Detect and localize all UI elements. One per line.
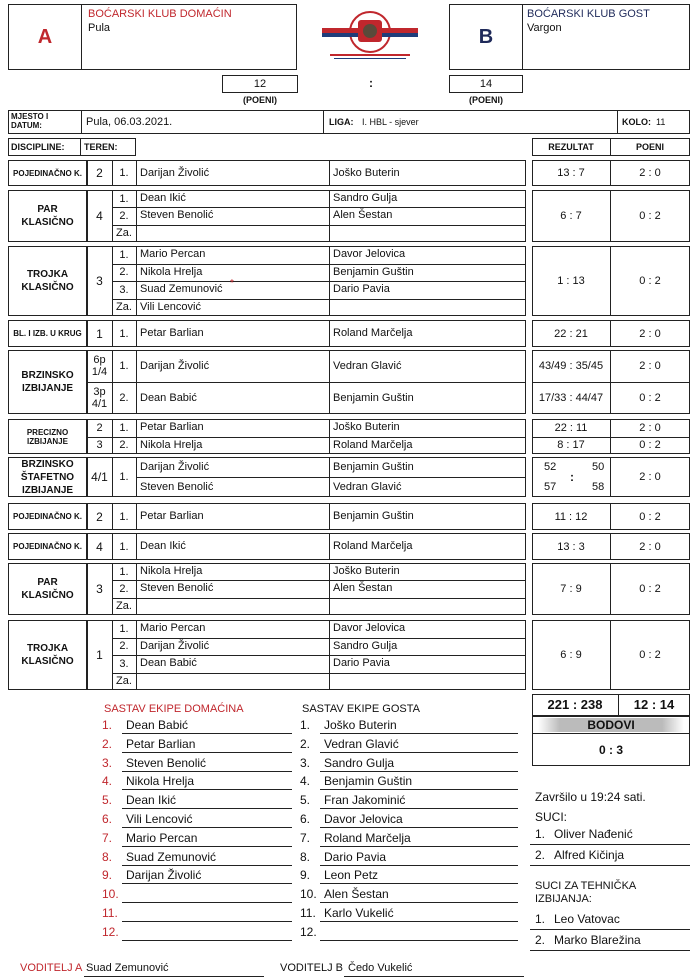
result: 22 : 11 bbox=[554, 421, 588, 434]
home-player: Nikola Hrelja bbox=[140, 565, 203, 577]
underline bbox=[122, 771, 292, 772]
away-player: Roland Marčelja bbox=[333, 438, 413, 451]
grid-line bbox=[112, 225, 526, 226]
points: 2 : 0 bbox=[639, 471, 661, 483]
discipline-count: 1 bbox=[96, 326, 103, 341]
judge-number: 2. bbox=[535, 933, 546, 947]
team-player-name: Darijan Živolić bbox=[126, 868, 202, 883]
team-player-number: 5. bbox=[300, 793, 311, 808]
underline bbox=[530, 950, 690, 951]
underline bbox=[122, 865, 292, 866]
row-number: 1. bbox=[119, 248, 129, 261]
tech-judges-label: SUCI ZA TEHNIČKA IZBIJANJA: bbox=[535, 880, 636, 905]
team-player-name: Fran Jakominić bbox=[324, 793, 406, 808]
home-player: Darijan Živolić bbox=[140, 167, 210, 179]
row-number: 3. bbox=[119, 283, 129, 296]
home-player: Dean Babić bbox=[140, 657, 197, 669]
points: 2 : 0 bbox=[639, 540, 661, 553]
row-number: Za. bbox=[116, 675, 132, 688]
relay-away-1: 50 bbox=[592, 461, 605, 473]
team-player-number: 8. bbox=[300, 849, 311, 864]
discipline-name: TROJKA KLASIČNO bbox=[21, 269, 74, 293]
underline bbox=[320, 752, 518, 753]
team-player-number: 12. bbox=[300, 924, 317, 939]
coach-b-label: VODITELJ B bbox=[280, 962, 343, 974]
discipline-name: POJEDINAČNO K. bbox=[13, 168, 82, 178]
result: 8 : 17 bbox=[557, 439, 585, 452]
team-player-number: 4. bbox=[300, 774, 311, 789]
row-number: 1. bbox=[119, 471, 129, 483]
judge-name: Marko Blarežina bbox=[554, 933, 641, 947]
points: 0 : 2 bbox=[639, 209, 661, 222]
away-player: Benjamin Guštin bbox=[333, 510, 414, 522]
underline bbox=[320, 808, 518, 809]
judge-number: 2. bbox=[535, 848, 546, 862]
home-player: Nikola Hrelja bbox=[140, 265, 203, 278]
team-player-name: Mario Percan bbox=[126, 830, 198, 845]
team-player-name: Petar Barlian bbox=[126, 736, 196, 751]
grid-line bbox=[329, 533, 330, 560]
home-player: Dean Ikić bbox=[140, 192, 186, 204]
round-value: 11 bbox=[656, 117, 666, 127]
home-player: Petar Barlian bbox=[140, 421, 204, 433]
row-number: Za. bbox=[116, 301, 132, 314]
discipline-count: 3 bbox=[96, 274, 103, 288]
team-player-number: 6. bbox=[300, 812, 311, 826]
discipline-name: PAR KLASIČNO bbox=[21, 203, 74, 228]
away-player: Sandro Gulja bbox=[333, 192, 398, 204]
team-player-number: 5. bbox=[102, 793, 113, 808]
row-number: 2. bbox=[119, 209, 129, 222]
grid-line bbox=[136, 563, 137, 615]
away-player: Vedran Glavić bbox=[333, 481, 402, 493]
row-count: 2 bbox=[96, 421, 103, 434]
underline bbox=[122, 808, 292, 809]
underline bbox=[530, 929, 690, 930]
row-number: 1. bbox=[119, 565, 129, 578]
grid-line bbox=[136, 320, 137, 347]
away-player: Davor Jelovica bbox=[333, 622, 406, 634]
row-number: 1. bbox=[119, 510, 129, 523]
home-letter: A bbox=[37, 25, 53, 48]
team-player-name: Nikola Hrelja bbox=[126, 774, 195, 789]
team-player-number: 3. bbox=[300, 755, 311, 770]
team-player-number: 10. bbox=[102, 887, 119, 902]
team-player-number: 9. bbox=[300, 868, 311, 883]
result: 6 : 7 bbox=[560, 209, 582, 222]
away-player: Benjamin Guštin bbox=[333, 461, 414, 473]
team-player-number: 6. bbox=[102, 812, 113, 826]
team-player-name: Davor Jelovica bbox=[324, 812, 403, 826]
discipline-count: 4/1 bbox=[91, 470, 108, 484]
underline bbox=[320, 771, 518, 772]
grid-line bbox=[329, 503, 330, 530]
team-player-number: 11. bbox=[300, 906, 316, 920]
away-player: Alen Šestan bbox=[333, 582, 393, 595]
result: 13 : 7 bbox=[557, 167, 585, 179]
home-club-title: BOĆARSKI KLUB DOMAĆIN bbox=[88, 8, 232, 20]
row-number: 1. bbox=[119, 622, 129, 635]
team-player-name: Dean Babić bbox=[126, 718, 189, 732]
away-player: Dario Pavia bbox=[333, 657, 390, 669]
underline bbox=[320, 827, 518, 828]
points: 2 : 0 bbox=[639, 360, 661, 372]
grid-line bbox=[136, 160, 137, 186]
team-player-number: 10. bbox=[300, 887, 317, 902]
underline bbox=[320, 940, 518, 941]
result: 22 : 21 bbox=[554, 327, 588, 340]
away-letter-box bbox=[449, 4, 523, 70]
row-number: Za. bbox=[116, 600, 132, 613]
home-player: Darijan Živolić bbox=[140, 461, 210, 473]
team-player-name: Steven Benolić bbox=[126, 755, 207, 770]
away-player: Joško Buterin bbox=[333, 565, 400, 577]
home-team-title: SASTAV EKIPE DOMAĆINA bbox=[104, 703, 244, 715]
home-player: Nikola Hrelja bbox=[140, 438, 203, 451]
place-date-label: MJESTO I DATUM: bbox=[11, 112, 49, 130]
row-number: 1. bbox=[119, 327, 129, 340]
result: 17/33 : 44/47 bbox=[538, 392, 604, 404]
grid-line bbox=[329, 160, 330, 186]
discipline-name: BRZINSKO ŠTAFETNO IZBIJANJE bbox=[20, 458, 75, 496]
grid-line bbox=[329, 320, 330, 347]
judge-number: 1. bbox=[535, 912, 546, 926]
federation-logo bbox=[320, 8, 420, 64]
row-number: 2. bbox=[119, 640, 129, 653]
total-points: 12 : 14 bbox=[633, 697, 675, 712]
points: 0 : 2 bbox=[639, 392, 661, 404]
discipline-count: 4 bbox=[96, 539, 103, 554]
relay-home-1: 52 bbox=[544, 461, 557, 473]
row-number: 2. bbox=[119, 439, 129, 452]
row-number: 1. bbox=[119, 421, 129, 434]
coach-a-name: Suad Zemunović bbox=[86, 962, 169, 974]
coach-b-name: Čedo Vukelić bbox=[348, 962, 413, 974]
team-player-number: 7. bbox=[300, 830, 311, 845]
underline bbox=[320, 865, 518, 866]
underline bbox=[122, 940, 292, 941]
team-player-number: 2. bbox=[300, 736, 311, 751]
row-number: 1. bbox=[119, 360, 129, 372]
away-letter: B bbox=[478, 25, 494, 48]
away-player: Dario Pavia bbox=[333, 283, 390, 295]
place-date-value: Pula, 06.03.2021. bbox=[86, 116, 173, 128]
team-player-name: Leon Petz bbox=[324, 868, 379, 883]
away-player: Roland Marčelja bbox=[333, 327, 413, 339]
row-number: Za. bbox=[116, 227, 132, 240]
judge-number: 1. bbox=[535, 827, 546, 841]
team-player-number: 9. bbox=[102, 868, 113, 883]
row-number: 3. bbox=[119, 657, 129, 670]
discipline-name: PRECIZNO IZBIJANJE bbox=[26, 427, 69, 446]
away-player: Vedran Glavić bbox=[333, 360, 402, 372]
points: 0 : 2 bbox=[639, 439, 661, 452]
team-player-number: 3. bbox=[102, 755, 113, 770]
points: 2 : 0 bbox=[639, 167, 661, 179]
points: 0 : 2 bbox=[639, 582, 661, 595]
away-player: Roland Marčelja bbox=[333, 540, 413, 552]
discipline-name: POJEDINAČNO K. bbox=[13, 542, 82, 551]
away-player: Joško Buterin bbox=[333, 421, 400, 433]
result: 43/49 : 35/45 bbox=[538, 360, 604, 372]
team-player-number: 1. bbox=[300, 718, 311, 732]
home-player: Steven Benolić bbox=[140, 481, 214, 493]
result: 11 : 12 bbox=[554, 510, 588, 523]
disciplines-label: DISCIPLINE: bbox=[11, 142, 65, 152]
points-header-label: POENI bbox=[635, 142, 664, 152]
judges-label: SUCI: bbox=[535, 810, 568, 824]
underline bbox=[320, 921, 518, 922]
home-player: Dean Babić bbox=[140, 392, 197, 404]
home-club-box bbox=[81, 4, 297, 70]
home-points: 12 bbox=[253, 78, 267, 90]
team-player-name: Benjamin Guštin bbox=[324, 774, 413, 789]
underline bbox=[320, 902, 518, 903]
team-player-name: Karlo Vukelić bbox=[324, 906, 394, 920]
league-label: LIGA: bbox=[329, 117, 354, 127]
result: 6 : 9 bbox=[560, 649, 582, 661]
finish-time: Završilo u 19:24 sati. bbox=[535, 790, 646, 804]
substitution-mark: * bbox=[230, 278, 234, 289]
row-number: 1. bbox=[119, 192, 129, 205]
away-points: 14 bbox=[479, 78, 493, 90]
away-player: Joško Buterin bbox=[333, 167, 400, 179]
bodovi-value: 0 : 3 bbox=[598, 743, 623, 757]
row-number: 2. bbox=[119, 392, 129, 404]
grid-line bbox=[112, 598, 526, 599]
team-player-number: 4. bbox=[102, 774, 113, 789]
result: 7 : 9 bbox=[560, 582, 582, 595]
points: 0 : 2 bbox=[639, 275, 661, 287]
away-club-title: BOĆARSKI KLUB GOST bbox=[527, 8, 650, 20]
discipline-name: BRZINSKO IZBIJANJE bbox=[21, 370, 74, 394]
away-team-title: SASTAV EKIPE GOSTA bbox=[302, 703, 420, 715]
judge-name: Alfred Kičinja bbox=[554, 848, 625, 862]
home-player: Vili Lencović bbox=[140, 300, 201, 313]
judge-name: Leo Vatovac bbox=[554, 912, 620, 926]
underline bbox=[122, 883, 292, 884]
home-points-box bbox=[222, 75, 298, 93]
underline bbox=[122, 752, 292, 753]
bodovi-label: BODOVI bbox=[587, 718, 635, 732]
league-value: I. HBL - sjever bbox=[362, 117, 419, 127]
grid-line bbox=[329, 563, 330, 615]
row-number: 1. bbox=[119, 540, 129, 553]
team-player-number: 1. bbox=[102, 718, 113, 732]
away-player: Sandro Gulja bbox=[333, 639, 398, 652]
home-player: Dean Ikić bbox=[140, 540, 186, 552]
relay-colon: : bbox=[570, 470, 574, 484]
away-club-city: Vargon bbox=[527, 22, 562, 34]
team-player-name: Roland Marčelja bbox=[324, 830, 411, 845]
team-player-name: Vedran Glavić bbox=[324, 736, 399, 751]
points-colon: : bbox=[369, 76, 373, 90]
home-player: Steven Benolić bbox=[140, 582, 214, 595]
team-player-name: Suad Zemunović bbox=[126, 849, 217, 864]
underline bbox=[320, 883, 518, 884]
discipline-count: 2 bbox=[96, 509, 103, 524]
field-label: TEREN: bbox=[84, 142, 118, 152]
points: 0 : 2 bbox=[639, 649, 661, 661]
home-player: Petar Barlian bbox=[140, 327, 204, 339]
away-player: Benjamin Guštin bbox=[333, 392, 414, 404]
row-count: 3 bbox=[96, 439, 103, 452]
away-player: Benjamin Guštin bbox=[333, 265, 414, 278]
grid-line bbox=[329, 190, 330, 242]
grid-line bbox=[136, 190, 137, 242]
underline bbox=[320, 789, 518, 790]
underline bbox=[122, 921, 292, 922]
row-count: 6p 1/4 bbox=[91, 354, 108, 378]
home-player: Petar Barlian bbox=[140, 510, 204, 522]
away-club-box bbox=[522, 4, 690, 70]
relay-away-2: 58 bbox=[592, 481, 605, 493]
home-points-label: (POENI) bbox=[242, 95, 277, 105]
underline bbox=[122, 733, 292, 734]
home-player: Darijan Živolić bbox=[140, 639, 210, 652]
discipline-name: BL. I IZB. U KRUG bbox=[13, 329, 82, 338]
away-player: Davor Jelovica bbox=[333, 248, 406, 260]
away-points-box bbox=[449, 75, 523, 93]
discipline-count: 2 bbox=[96, 166, 103, 180]
team-player-number: 2. bbox=[102, 736, 113, 751]
team-player-name: Dario Pavia bbox=[324, 849, 387, 864]
home-player: Darijan Živolić bbox=[140, 360, 210, 372]
away-player: Alen Šestan bbox=[333, 209, 393, 222]
discipline-name: TROJKA KLASIČNO bbox=[21, 643, 74, 667]
points: 0 : 2 bbox=[639, 510, 661, 523]
underline bbox=[122, 789, 292, 790]
home-player: Suad Zemunović bbox=[140, 283, 223, 295]
underline bbox=[122, 827, 292, 828]
coach-a-label: VODITELJ A bbox=[20, 962, 83, 974]
grid-line bbox=[112, 673, 526, 674]
team-player-name: Alen Šestan bbox=[324, 887, 389, 902]
home-letter-box bbox=[8, 4, 82, 70]
round-label: KOLO: bbox=[622, 117, 651, 127]
home-club-city: Pula bbox=[88, 22, 111, 34]
team-player-name: Vili Lencović bbox=[126, 812, 193, 826]
relay-home-2: 57 bbox=[544, 481, 557, 493]
judge-name: Oliver Nađenić bbox=[554, 827, 633, 841]
team-player-name: Sandro Gulja bbox=[324, 755, 395, 770]
team-player-name: Joško Buterin bbox=[324, 718, 397, 732]
discipline-count: 3 bbox=[96, 581, 103, 596]
underline bbox=[320, 846, 518, 847]
underline bbox=[530, 844, 690, 845]
row-number: 2. bbox=[119, 266, 129, 279]
grid-line bbox=[136, 533, 137, 560]
home-player: Mario Percan bbox=[140, 248, 206, 260]
underline bbox=[122, 846, 292, 847]
discipline-name: POJEDINAČNO K. bbox=[13, 512, 82, 521]
row-count: 3p 4/1 bbox=[91, 386, 108, 410]
row-number: 2. bbox=[119, 582, 129, 595]
points: 2 : 0 bbox=[639, 421, 661, 434]
result: 13 : 3 bbox=[557, 540, 585, 553]
team-player-number: 11. bbox=[102, 906, 118, 920]
team-player-number: 7. bbox=[102, 830, 113, 845]
result: 1 : 13 bbox=[557, 275, 585, 287]
grid-line bbox=[136, 503, 137, 530]
discipline-name: PAR KLASIČNO bbox=[21, 576, 74, 601]
result-header-label: REZULTAT bbox=[548, 142, 594, 152]
team-player-number: 12. bbox=[102, 924, 119, 939]
underline bbox=[320, 733, 518, 734]
home-player: Mario Percan bbox=[140, 622, 206, 634]
total-score: 221 : 238 bbox=[547, 697, 603, 712]
underline bbox=[530, 865, 690, 866]
underline bbox=[122, 902, 292, 903]
team-player-name: Dean Ikić bbox=[126, 793, 177, 808]
discipline-count: 4 bbox=[96, 208, 103, 223]
discipline-count: 1 bbox=[96, 648, 103, 662]
points: 2 : 0 bbox=[639, 327, 661, 340]
home-player: Steven Benolić bbox=[140, 209, 214, 222]
away-points-label: (POENI) bbox=[468, 95, 503, 105]
team-player-number: 8. bbox=[102, 849, 113, 864]
row-number: 1. bbox=[119, 167, 129, 179]
